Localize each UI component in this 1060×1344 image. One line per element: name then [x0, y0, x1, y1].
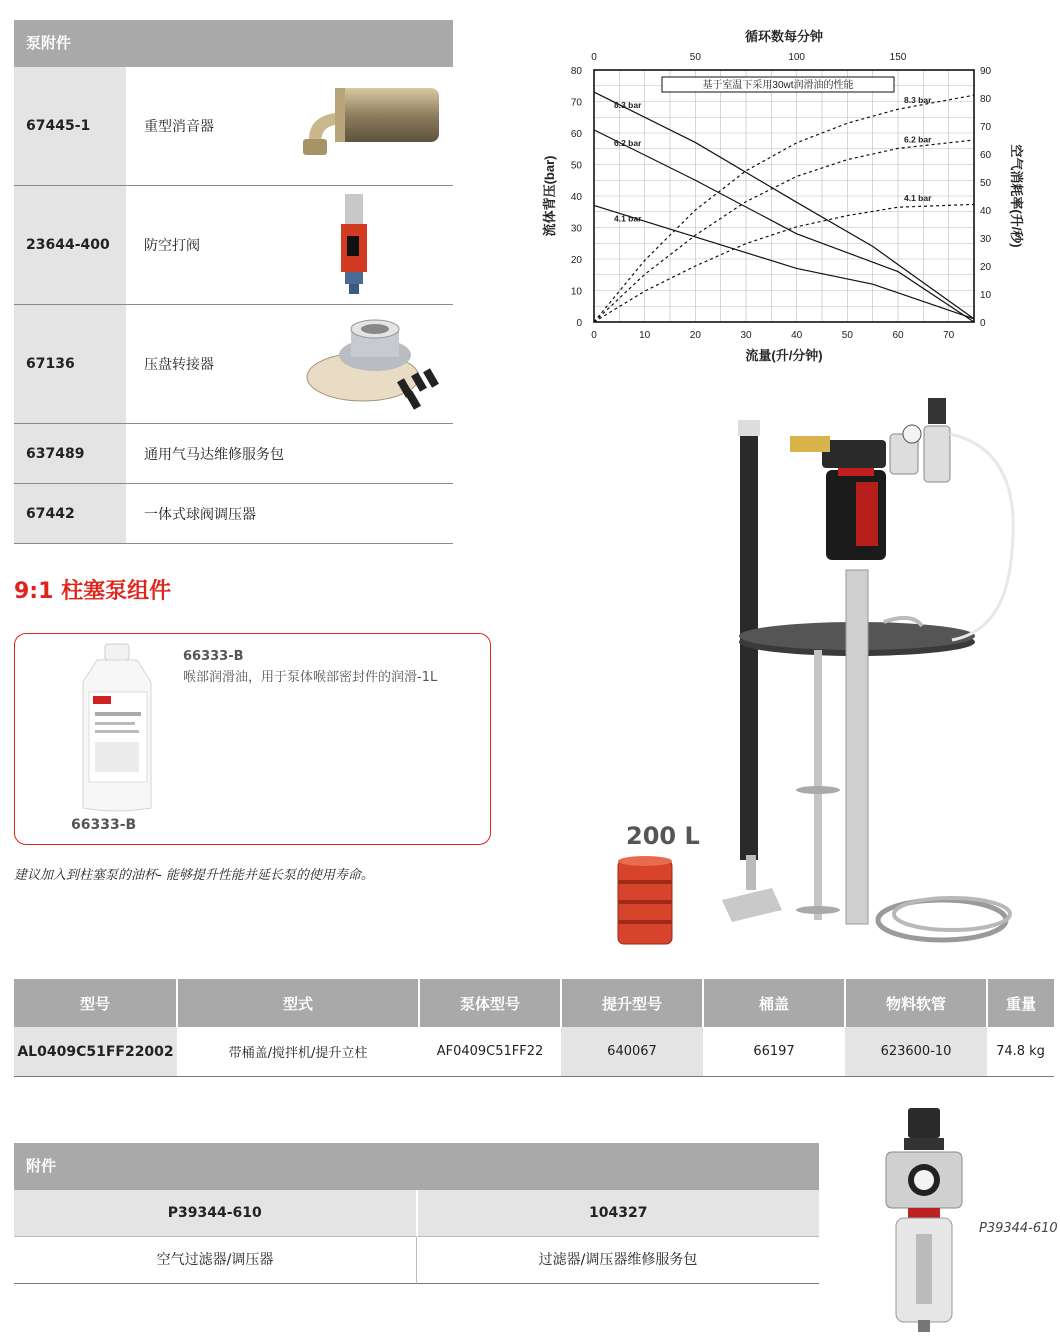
y-tick-label: 0 [576, 318, 582, 329]
chart-series [594, 92, 974, 322]
y-tick-label: 60 [570, 129, 582, 140]
part-desc: 通用气马达维修服务包 [144, 446, 284, 463]
section-title: 9:1 柱塞泵组件 [14, 579, 172, 604]
series-label: 6.2 bar [904, 134, 932, 145]
oil-desc: 喉部润滑油，用于泵体喉部密封件的润滑-1L [183, 670, 438, 685]
pump-model: AF0409C51FF22 [419, 1027, 561, 1077]
part-desc-text: 重型消音器 [144, 119, 214, 135]
x-tick-label: 70 [943, 330, 955, 341]
oil-caption: 66333-B [71, 817, 137, 833]
attachment-code: 104327 [418, 1190, 820, 1237]
attachments-heading: 附件 [14, 1143, 819, 1190]
x2-tick-label: 100 [788, 52, 806, 63]
x-tick-label: 40 [791, 330, 803, 341]
pump-assembly-image [612, 390, 1052, 960]
part-code: 67442 [14, 484, 126, 543]
y2-tick-label: 90 [980, 66, 992, 77]
y-tick-label: 10 [570, 286, 582, 298]
col-header: 型号 [14, 979, 177, 1027]
table-row [14, 1190, 819, 1237]
table-row [14, 67, 453, 186]
y-tick-label: 80 [570, 66, 582, 77]
table-row [14, 305, 453, 424]
col-header: 泵体型号 [419, 979, 561, 1027]
accessories-heading: 泵附件 [14, 20, 453, 67]
series-label: 4.1 bar [614, 213, 642, 224]
series-line-air [594, 204, 974, 322]
table-row [14, 424, 453, 484]
filter-regulator-image [878, 1104, 970, 1336]
table-row [14, 1237, 819, 1284]
x2-tick-label: 50 [689, 52, 701, 63]
series-label: 4.1 bar [904, 193, 932, 204]
attachment-desc: 过滤器/调压器维修服务包 [417, 1237, 819, 1284]
x-tick-label: 0 [591, 330, 597, 341]
y-tick-label: 70 [570, 97, 582, 109]
y2-tick-label: 30 [980, 234, 992, 245]
series-label: 8.3 bar [614, 100, 642, 111]
table-row [14, 1027, 1054, 1077]
col-header: 重量 [987, 979, 1054, 1027]
lift-model: 640067 [561, 1027, 703, 1077]
y2-tick-label: 0 [980, 318, 986, 329]
performance-chart [540, 24, 1024, 370]
y2-tick-label: 10 [980, 290, 992, 301]
part-desc [126, 67, 453, 185]
col-header: 物料软管 [845, 979, 987, 1027]
y2-tick-label: 40 [980, 206, 992, 217]
attachments-table [14, 1143, 819, 1284]
chart-annotation: 基于室温下采用30wt润滑油的性能 [702, 80, 854, 91]
y2-axis-label: 空气消耗率(升/秒) [1009, 144, 1024, 248]
x-tick-label: 50 [841, 330, 853, 341]
series-label: 6.2 bar [614, 137, 642, 148]
y2-tick-label: 80 [980, 94, 992, 105]
muffler-icon [295, 73, 445, 173]
table-row [14, 484, 453, 544]
x-tick-label: 30 [740, 330, 752, 341]
x-tick-label: 20 [689, 330, 701, 341]
series-line-pressure [594, 205, 974, 318]
x2-tick-label: 0 [591, 52, 597, 63]
chart-title: 循环数每分钟 [744, 29, 824, 44]
x-tick-label: 60 [892, 330, 904, 341]
x-axis-label: 流量(升/分钟) [745, 348, 823, 363]
y-tick-label: 30 [570, 223, 582, 235]
model-number: AL0409C51FF22002 [14, 1027, 177, 1077]
table-header-row [14, 979, 1054, 1027]
lubricant-bottle-icon [67, 642, 167, 814]
accessories-table [14, 20, 453, 544]
runaway-valve-icon [313, 192, 403, 298]
y-tick-label: 20 [570, 255, 582, 266]
part-code: 23644-400 [14, 186, 126, 304]
y2-tick-label: 70 [980, 122, 992, 133]
part-desc-text: 防空打阀 [144, 238, 200, 254]
usage-note: 建议加入到柱塞泵的油杯- 能够提升性能并延长泵的使用寿命。 [14, 868, 374, 883]
part-desc [126, 186, 453, 304]
col-header: 桶盖 [703, 979, 845, 1027]
part-desc: 一体式球阀调压器 [144, 506, 256, 523]
drum-label: 200 L [626, 822, 700, 850]
model-table [14, 979, 1054, 1077]
attachment-desc: 空气过滤器/调压器 [14, 1237, 417, 1284]
part-desc-text: 压盘转接器 [144, 357, 214, 373]
y-tick-label: 50 [570, 160, 582, 172]
lubricant-box [14, 633, 491, 845]
y2-tick-label: 60 [980, 150, 992, 161]
filter-caption: P39344-610 [979, 1221, 1058, 1236]
part-code: 67445-1 [14, 67, 126, 185]
y2-tick-label: 50 [980, 178, 992, 189]
drum-icon [618, 856, 672, 944]
series-line-pressure [594, 130, 974, 322]
part-desc [126, 305, 453, 423]
x-tick-label: 10 [639, 330, 651, 341]
attachment-code: P39344-610 [14, 1190, 418, 1237]
hose: 623600-10 [845, 1027, 987, 1077]
weight: 74.8 kg [987, 1027, 1054, 1077]
table-row [14, 186, 453, 305]
part-code: 67136 [14, 305, 126, 423]
col-header: 型式 [177, 979, 419, 1027]
x2-tick-label: 150 [889, 52, 907, 63]
col-header: 提升型号 [561, 979, 703, 1027]
series-label: 8.3 bar [904, 95, 932, 106]
oil-code: 66333-B [183, 649, 244, 664]
cover: 66197 [703, 1027, 845, 1077]
y-axis-label: 流体背压(bar) [542, 155, 557, 237]
y-tick-label: 40 [570, 192, 582, 203]
y2-tick-label: 20 [980, 262, 992, 273]
adapter-icon [305, 311, 445, 415]
part-code: 637489 [14, 424, 126, 483]
model-type: 带桶盖/搅拌机/提升立柱 [177, 1027, 419, 1077]
